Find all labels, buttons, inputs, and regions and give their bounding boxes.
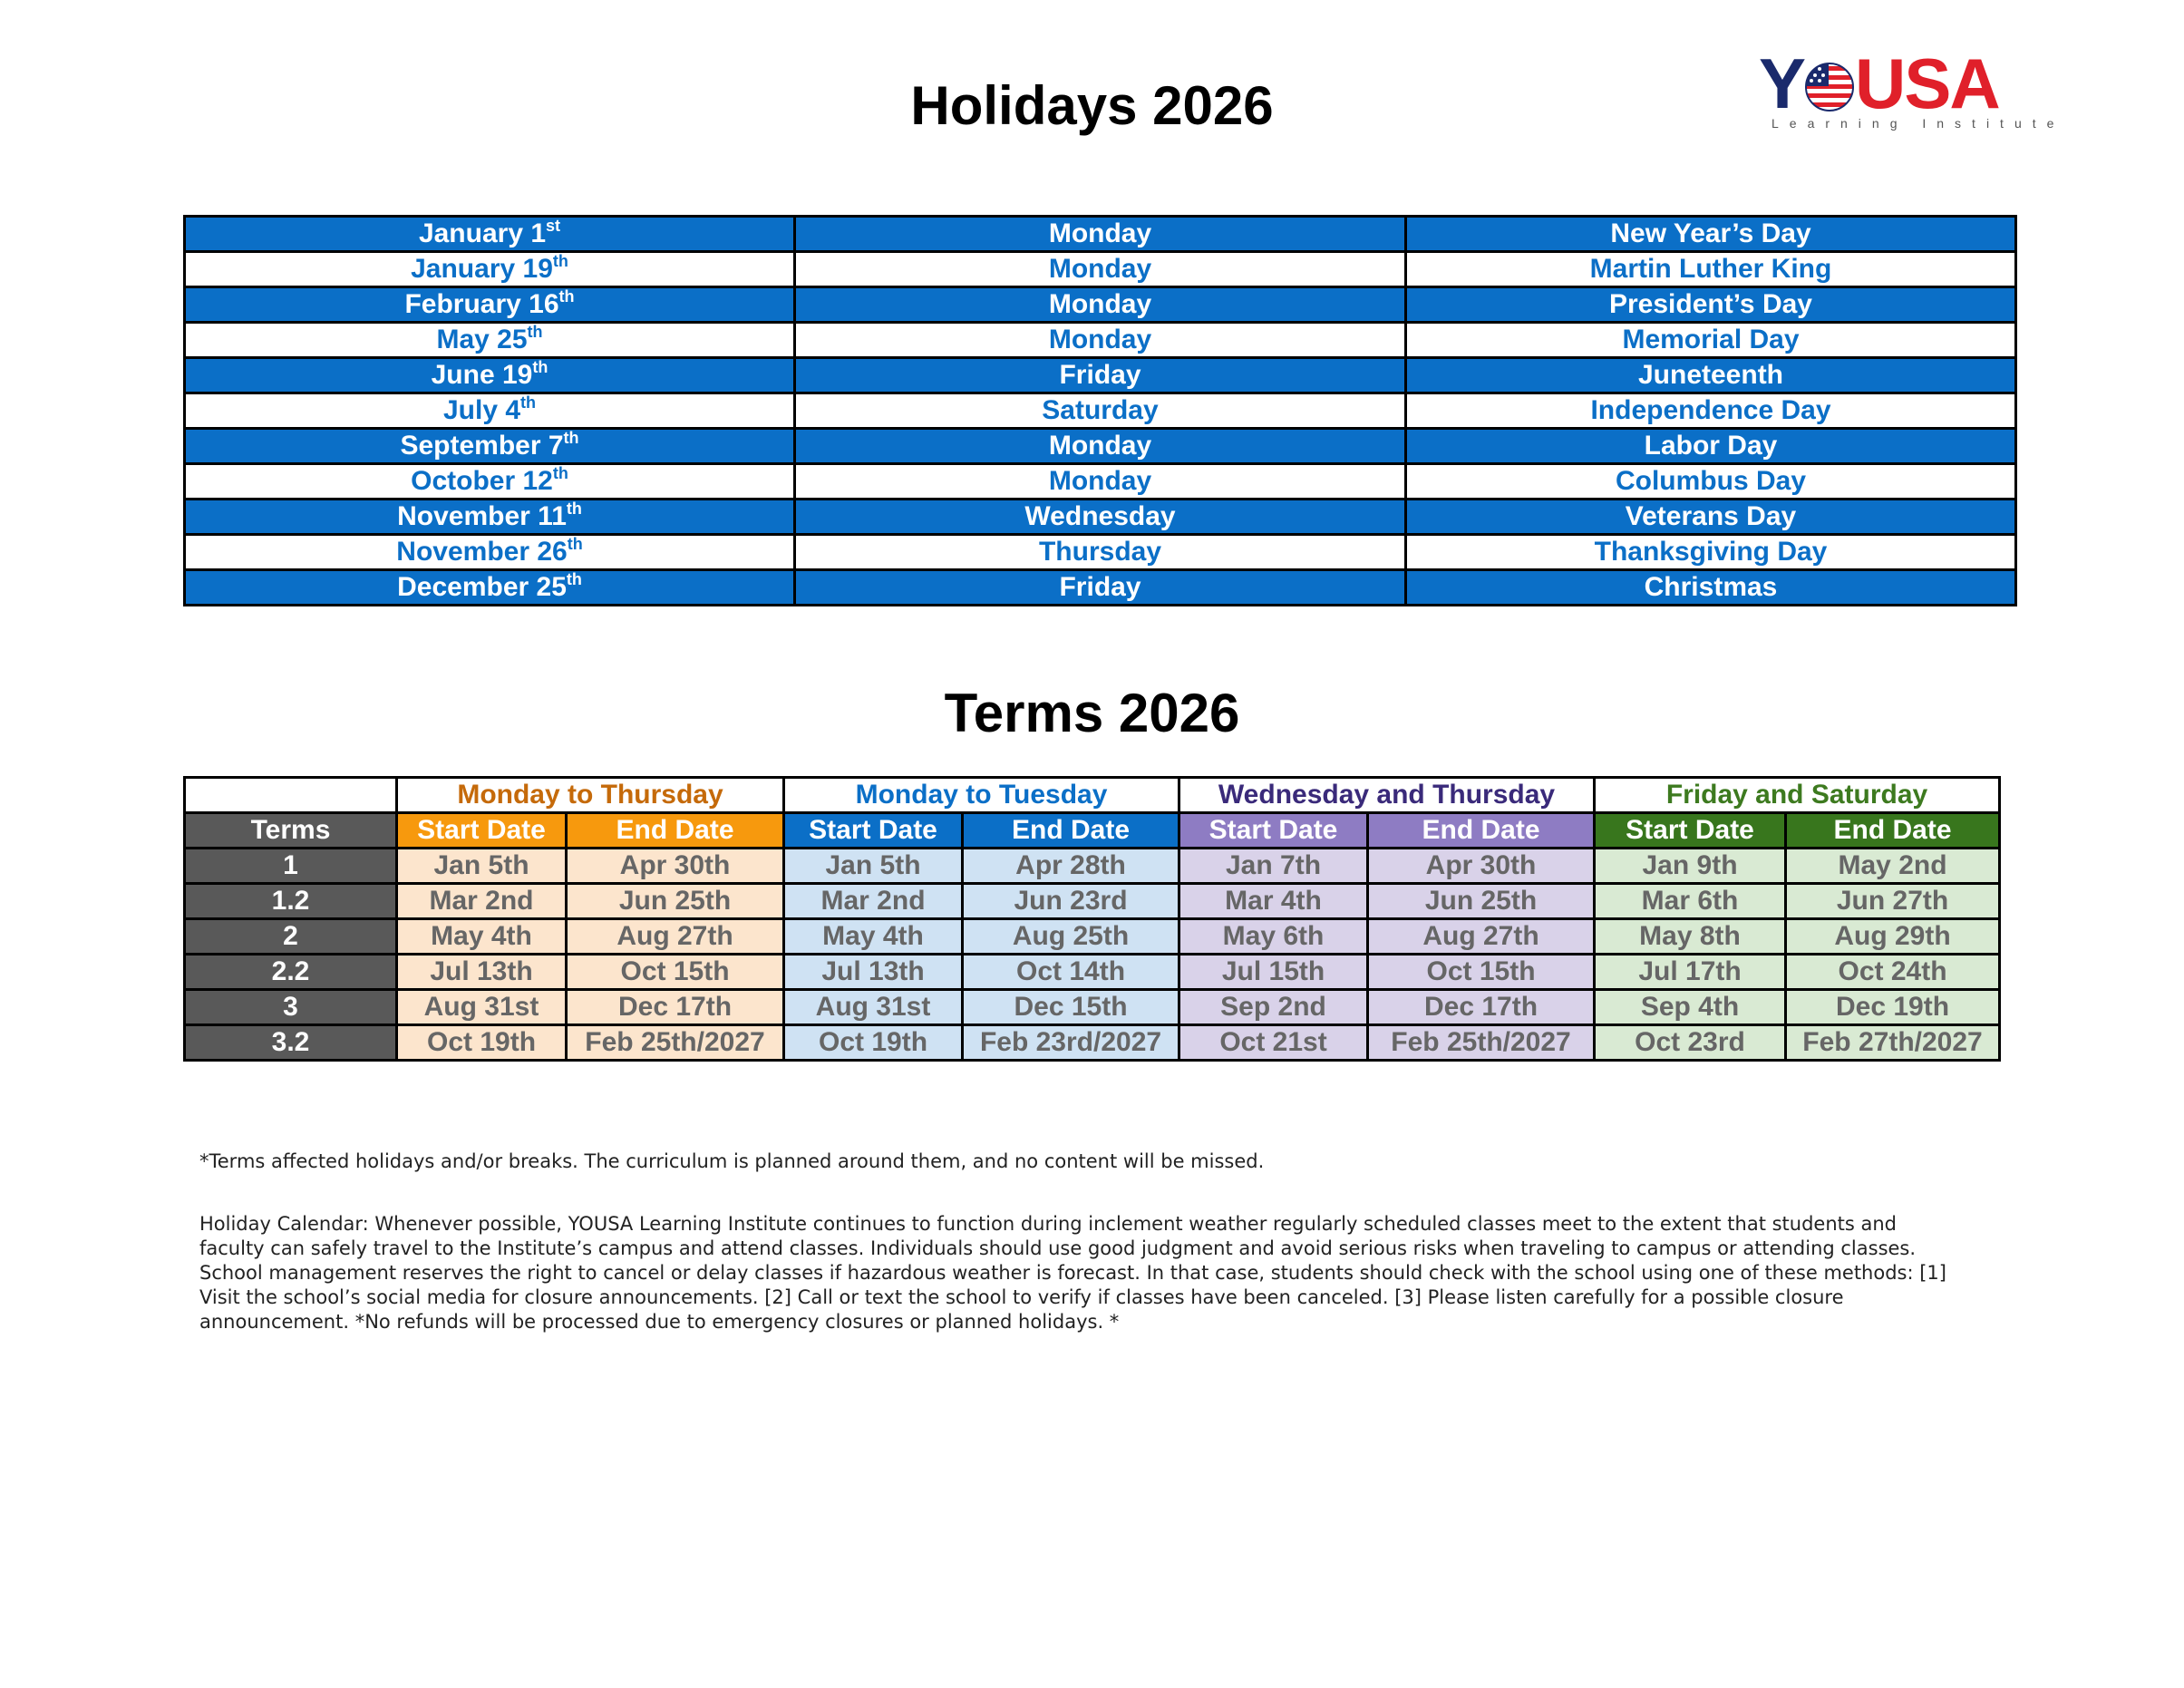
term-start-date: May 8th xyxy=(1595,919,1786,955)
term-end-date: Dec 19th xyxy=(1786,990,2000,1025)
holiday-name: President’s Day xyxy=(1406,287,2016,323)
term-start-date: Oct 21st xyxy=(1179,1025,1368,1061)
holiday-date xyxy=(185,252,795,287)
holiday-date-text: January 1 xyxy=(418,218,547,248)
term-end-date: Jun 23rd xyxy=(963,884,1179,919)
holiday-date xyxy=(185,323,795,358)
holiday-name: Martin Luther King xyxy=(1406,252,2016,287)
holiday-weekday: Monday xyxy=(795,252,1406,287)
term-start-date: Sep 2nd xyxy=(1179,990,1368,1025)
group-header-mon-tue: Monday to Tuesday xyxy=(784,778,1179,813)
yousa-logo xyxy=(1759,44,2065,131)
term-start-date: Jul 17th xyxy=(1595,955,1786,990)
holiday-name: Columbus Day xyxy=(1406,464,2016,500)
holiday-weekday: Monday xyxy=(795,429,1406,464)
term-end-date: Apr 30th xyxy=(1368,849,1595,884)
start-date-header: Start Date xyxy=(1179,813,1368,849)
logo-letters-usa: USA xyxy=(1855,44,1999,123)
end-date-header: End Date xyxy=(567,813,784,849)
terms-group-header-row xyxy=(185,778,2000,813)
terms-subheader-row xyxy=(185,813,2000,849)
holiday-name: Christmas xyxy=(1406,570,2016,606)
term-end-date: Oct 24th xyxy=(1786,955,2000,990)
holiday-date xyxy=(185,358,795,393)
logo-subtitle: Learning Institute xyxy=(1771,116,2065,131)
term-start-date: May 4th xyxy=(784,919,963,955)
term-end-date: Dec 15th xyxy=(963,990,1179,1025)
term-start-date: Aug 31st xyxy=(397,990,567,1025)
holiday-date-text: January 19 xyxy=(411,254,553,284)
holiday-date-text: September 7 xyxy=(400,431,564,461)
term-row xyxy=(185,919,2000,955)
holiday-row xyxy=(185,323,2016,358)
holiday-date-text: June 19 xyxy=(431,360,533,390)
term-start-date: Jan 5th xyxy=(397,849,567,884)
holiday-row xyxy=(185,217,2016,252)
term-row xyxy=(185,990,2000,1025)
start-date-header: Start Date xyxy=(1595,813,1786,849)
terms-title: Terms 2026 xyxy=(944,683,1240,743)
holiday-weekday: Saturday xyxy=(795,393,1406,429)
term-start-date: Aug 31st xyxy=(784,990,963,1025)
holiday-date-suffix: th xyxy=(552,464,568,482)
term-end-date: Aug 27th xyxy=(1368,919,1595,955)
term-start-date: Jul 13th xyxy=(784,955,963,990)
holiday-weekday: Thursday xyxy=(795,535,1406,570)
holiday-date-suffix: th xyxy=(527,323,543,341)
holiday-weekday: Monday xyxy=(795,323,1406,358)
term-start-date: Oct 19th xyxy=(397,1025,567,1061)
term-start-date: Mar 6th xyxy=(1595,884,1786,919)
terms-body xyxy=(185,778,2000,1061)
term-end-date: Dec 17th xyxy=(567,990,784,1025)
term-end-date: Oct 14th xyxy=(963,955,1179,990)
term-end-date: Aug 25th xyxy=(963,919,1179,955)
term-number: 3 xyxy=(185,990,397,1025)
holiday-row xyxy=(185,287,2016,323)
holiday-weekday: Monday xyxy=(795,464,1406,500)
term-number: 3.2 xyxy=(185,1025,397,1061)
logo-letter-y: Y xyxy=(1759,44,1805,123)
holiday-name: Independence Day xyxy=(1406,393,2016,429)
holiday-date-suffix: th xyxy=(567,535,583,553)
holiday-weekday: Wednesday xyxy=(795,500,1406,535)
holiday-row xyxy=(185,500,2016,535)
term-end-date: Feb 27th/2027 xyxy=(1786,1025,2000,1061)
terms-affected-note: *Terms affected holidays and/or breaks. The curriculum is planned around them, and no content will be missed. xyxy=(199,1150,1265,1172)
holiday-date-suffix: st xyxy=(546,217,561,235)
holiday-date xyxy=(185,570,795,606)
holiday-row xyxy=(185,358,2016,393)
term-start-date: Jul 15th xyxy=(1179,955,1368,990)
term-end-date: Feb 25th/2027 xyxy=(1368,1025,1595,1061)
holiday-row xyxy=(185,429,2016,464)
term-number: 1.2 xyxy=(185,884,397,919)
holiday-row xyxy=(185,464,2016,500)
term-start-date: Oct 23rd xyxy=(1595,1025,1786,1061)
holidays-body xyxy=(185,217,2016,606)
term-end-date: Aug 27th xyxy=(567,919,784,955)
holiday-date-text: July 4 xyxy=(442,395,521,425)
holiday-date xyxy=(185,464,795,500)
term-end-date: Feb 23rd/2027 xyxy=(963,1025,1179,1061)
holiday-date-suffix: th xyxy=(520,393,537,412)
term-start-date: Jul 13th xyxy=(397,955,567,990)
holiday-name: Thanksgiving Day xyxy=(1406,535,2016,570)
holiday-row xyxy=(185,535,2016,570)
holiday-date-text: November 11 xyxy=(397,501,567,531)
holiday-date-text: February 16 xyxy=(404,289,559,319)
term-end-date: Jun 27th xyxy=(1786,884,2000,919)
holiday-row xyxy=(185,393,2016,429)
holiday-row xyxy=(185,570,2016,606)
term-start-date: May 4th xyxy=(397,919,567,955)
term-row xyxy=(185,955,2000,990)
holiday-weekday: Friday xyxy=(795,358,1406,393)
holiday-name: Memorial Day xyxy=(1406,323,2016,358)
term-end-date: Jun 25th xyxy=(1368,884,1595,919)
holiday-date-suffix: th xyxy=(532,358,548,376)
term-number: 2.2 xyxy=(185,955,397,990)
group-header-fri-sat: Friday and Saturday xyxy=(1595,778,2000,813)
term-end-date: Oct 15th xyxy=(567,955,784,990)
holiday-name: Veterans Day xyxy=(1406,500,2016,535)
holiday-date-suffix: th xyxy=(566,570,582,588)
term-end-date: Apr 30th xyxy=(567,849,784,884)
term-row xyxy=(185,884,2000,919)
holiday-date-text: December 25 xyxy=(397,572,567,602)
term-end-date: Jun 25th xyxy=(567,884,784,919)
end-date-header: End Date xyxy=(1368,813,1595,849)
holiday-date xyxy=(185,287,795,323)
start-date-header: Start Date xyxy=(397,813,567,849)
holiday-date-suffix: th xyxy=(552,252,568,270)
holiday-date-text: May 25 xyxy=(436,325,528,354)
term-start-date: Mar 2nd xyxy=(784,884,963,919)
term-start-date: Jan 5th xyxy=(784,849,963,884)
term-number: 2 xyxy=(185,919,397,955)
term-end-date: Oct 15th xyxy=(1368,955,1595,990)
end-date-header: End Date xyxy=(1786,813,2000,849)
term-start-date: Mar 4th xyxy=(1179,884,1368,919)
term-row xyxy=(185,849,2000,884)
end-date-header: End Date xyxy=(963,813,1179,849)
holiday-date-text: November 26 xyxy=(396,537,568,567)
holiday-date-suffix: th xyxy=(558,287,575,306)
holiday-weekday: Monday xyxy=(795,287,1406,323)
holiday-row xyxy=(185,252,2016,287)
term-start-date: Jan 7th xyxy=(1179,849,1368,884)
holiday-date xyxy=(185,429,795,464)
empty-corner-cell xyxy=(185,778,397,813)
holiday-date-suffix: th xyxy=(563,429,579,447)
term-end-date: Feb 25th/2027 xyxy=(567,1025,784,1061)
holidays-title: Holidays 2026 xyxy=(910,75,1274,136)
term-end-date: May 2nd xyxy=(1786,849,2000,884)
term-number: 1 xyxy=(185,849,397,884)
term-start-date: May 6th xyxy=(1179,919,1368,955)
holiday-name: Juneteenth xyxy=(1406,358,2016,393)
term-start-date: Oct 19th xyxy=(784,1025,963,1061)
holiday-date xyxy=(185,535,795,570)
holiday-date-text: October 12 xyxy=(411,466,553,496)
term-end-date: Apr 28th xyxy=(963,849,1179,884)
holiday-date-suffix: th xyxy=(566,500,582,518)
term-end-date: Aug 29th xyxy=(1786,919,2000,955)
holidays-table xyxy=(183,215,2017,606)
start-date-header: Start Date xyxy=(784,813,963,849)
holiday-date xyxy=(185,217,795,252)
holiday-calendar-note: Holiday Calendar: Whenever possible, YOUSA Learning Institute continues to function during inclement weather regularly scheduled classes meet to the extent that students and faculty can safely travel to the Institute’s campus and attend classes. Individuals should use good judgment and avoid serious risks when traveling to campus or attending classes. School management reserves the right to cancel or delay classes if hazardous weather is forecast. In that case, students should check with the school using one of these methods: [1] Visit the school’s social media for closure announcements. [2] Call or text the school to verify if classes have been canceled. [3] Please listen carefully for a possible closure announcement. *No refunds will be processed due to emergency closures or planned holidays. * xyxy=(199,1213,1946,1333)
holiday-date xyxy=(185,393,795,429)
group-header-mon-thu: Monday to Thursday xyxy=(397,778,784,813)
terms-column-header: Terms xyxy=(185,813,397,849)
holiday-weekday: Friday xyxy=(795,570,1406,606)
term-start-date: Mar 2nd xyxy=(397,884,567,919)
group-header-wed-thu: Wednesday and Thursday xyxy=(1179,778,1595,813)
holiday-name: Labor Day xyxy=(1406,429,2016,464)
term-start-date: Sep 4th xyxy=(1595,990,1786,1025)
term-row xyxy=(185,1025,2000,1061)
term-start-date: Jan 9th xyxy=(1595,849,1786,884)
terms-table xyxy=(183,776,2001,1062)
holiday-weekday: Monday xyxy=(795,217,1406,252)
holiday-name: New Year’s Day xyxy=(1406,217,2016,252)
us-flag-globe-icon xyxy=(1805,63,1854,112)
term-end-date: Dec 17th xyxy=(1368,990,1595,1025)
holiday-date xyxy=(185,500,795,535)
